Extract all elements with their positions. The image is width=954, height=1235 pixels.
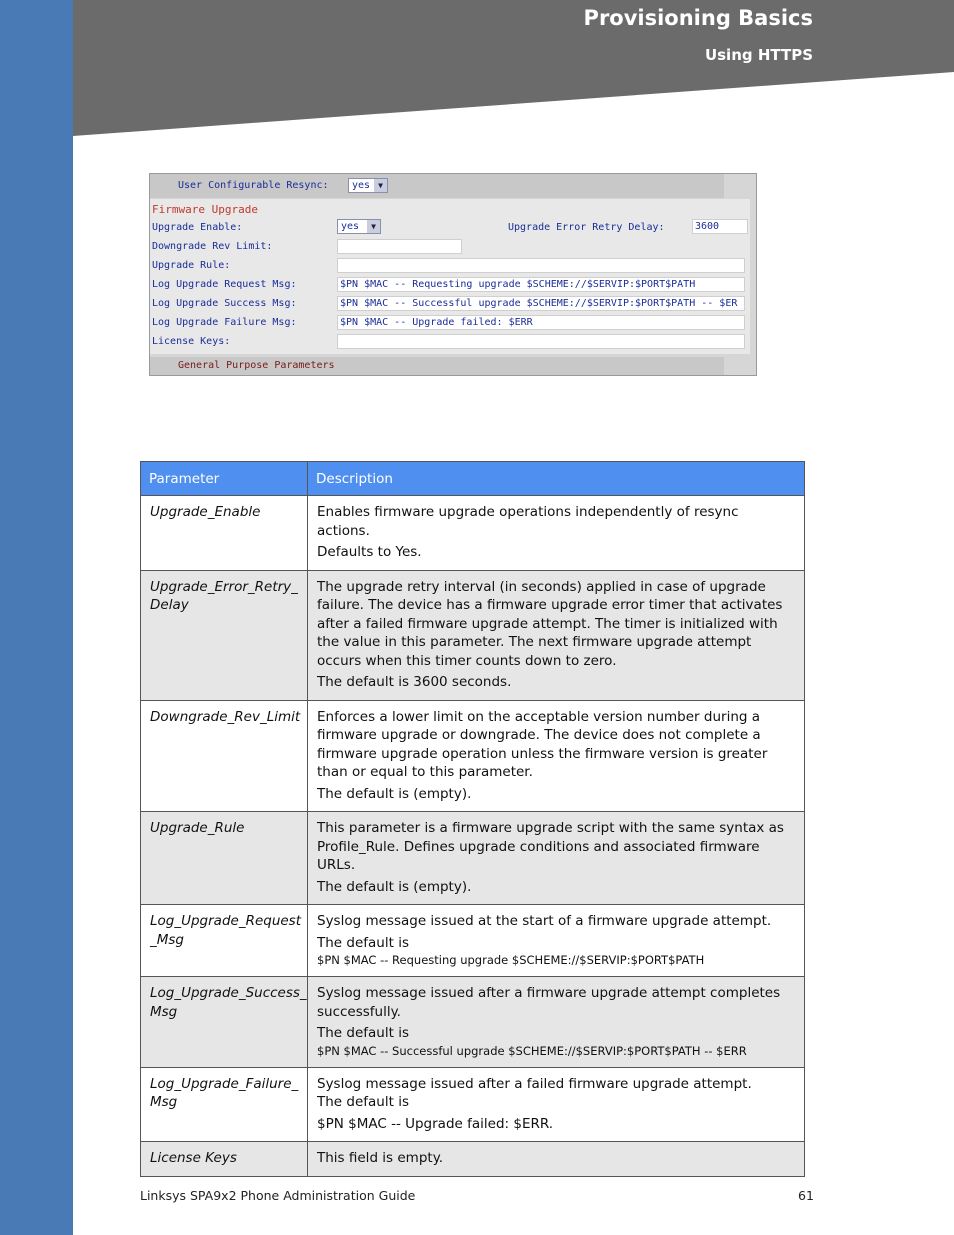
user-configurable-resync-select[interactable]	[348, 178, 388, 193]
param-description	[308, 1067, 805, 1142]
param-name: License Keys	[141, 1142, 308, 1177]
general-purpose-parameters-label: General Purpose Parameters	[178, 360, 335, 371]
log-upgrade-success-msg-label: Log Upgrade Success Msg:	[152, 298, 297, 309]
downgrade-rev-limit-field[interactable]	[337, 239, 462, 254]
license-keys-field[interactable]	[337, 334, 745, 349]
chevron-down-icon: ▼	[367, 220, 380, 233]
upgrade-rule-label: Upgrade Rule:	[152, 260, 231, 271]
header-description: Description	[308, 462, 805, 496]
table-row	[141, 1142, 805, 1177]
param-description	[308, 570, 805, 700]
param-description	[308, 1142, 805, 1177]
description-text: Syslog message issued after a failed firmware upgrade attempt.	[317, 1075, 752, 1092]
upgrade-enable-label: Upgrade Enable:	[152, 222, 243, 233]
upgrade-error-retry-delay-label: Upgrade Error Retry Delay:	[508, 222, 665, 233]
param-name: Downgrade_Rev_Limit	[141, 700, 308, 812]
param-description	[308, 700, 805, 812]
header-parameter: Parameter	[141, 462, 308, 496]
parameter-table	[140, 461, 805, 1177]
description-default: The default is 3600 seconds.	[317, 674, 512, 690]
default-value: $PN $MAC -- Upgrade failed: $ERR.	[317, 1115, 554, 1132]
upgrade-error-retry-delay-field[interactable]: 3600	[692, 219, 748, 234]
page-title: Provisioning Basics	[583, 6, 813, 30]
param-name: Log_Upgrade_Request _Msg	[141, 905, 308, 977]
log-upgrade-request-msg-label: Log Upgrade Request Msg:	[152, 279, 297, 290]
param-description	[308, 977, 805, 1068]
description-default: The default is	[317, 934, 409, 951]
default-value-code: $PN $MAC -- Successful upgrade $SCHEME://$SERVIP:$PORT$PATH -- $ERR	[317, 1043, 747, 1058]
log-upgrade-request-msg-field[interactable]: $PN $MAC -- Requesting upgrade $SCHEME://$SERVIP:$PORT$PATH	[337, 277, 745, 292]
page-subtitle: Using HTTPS	[704, 46, 813, 64]
left-color-bar	[0, 0, 73, 1235]
description-text: Syslog message issued after a firmware upgrade attempt completes successfully.	[317, 985, 781, 1020]
description-default: The default is	[317, 1094, 409, 1110]
user-configurable-resync-label: User Configurable Resync:	[178, 180, 329, 191]
param-name: Upgrade_Enable	[141, 496, 308, 571]
table-row	[141, 1067, 805, 1142]
downgrade-rev-limit-label: Downgrade Rev Limit:	[152, 241, 273, 252]
chevron-down-icon: ▼	[374, 179, 387, 192]
screenshot-body	[150, 199, 750, 354]
param-name: Upgrade_Rule	[141, 812, 308, 905]
firmware-upgrade-section-title: Firmware Upgrade	[152, 203, 258, 216]
param-name: Log_Upgrade_Success_ Msg	[141, 977, 308, 1068]
select-value: yes	[341, 221, 360, 232]
description-default: The default is (empty).	[317, 785, 472, 802]
table-row	[141, 812, 805, 905]
table-row	[141, 905, 805, 977]
log-upgrade-failure-msg-label: Log Upgrade Failure Msg:	[152, 317, 297, 328]
table-row	[141, 570, 805, 700]
screenshot-top-bar	[150, 174, 724, 198]
description-text: Enables firmware upgrade operations independently of resync actions.	[317, 504, 739, 539]
log-upgrade-success-msg-field[interactable]: $PN $MAC -- Successful upgrade $SCHEME://$SERVIP:$PORT$PATH -- $ER	[337, 296, 745, 311]
page-number: 61	[798, 1188, 814, 1203]
table-header-row	[141, 462, 805, 496]
param-name: Upgrade_Error_Retry_ Delay	[141, 570, 308, 700]
footer-guide-title: Linksys SPA9x2 Phone Administration Guide	[140, 1188, 416, 1203]
description-text: Syslog message issued at the start of a firmware upgrade attempt.	[317, 913, 772, 929]
header-band	[73, 0, 954, 140]
description-text: This parameter is a firmware upgrade script with the same syntax as Profile_Rule. Defines upgrade conditions and associated firmware URLs.	[317, 820, 784, 873]
license-keys-label: License Keys:	[152, 336, 231, 347]
firmware-upgrade-screenshot	[149, 173, 757, 376]
upgrade-enable-select[interactable]	[337, 219, 381, 234]
table-row	[141, 496, 805, 571]
description-default: The default is (empty).	[317, 878, 472, 895]
table-row	[141, 977, 805, 1068]
upgrade-rule-field[interactable]	[337, 258, 745, 273]
description-text: Enforces a lower limit on the acceptable version number during a firmware upgrade or downgrade. The device does not complete a firmware upgrade operation unless the firmware version is greater than or equal to this parameter.	[317, 708, 768, 780]
param-description	[308, 496, 805, 571]
description-default: The default is	[317, 1025, 409, 1041]
param-description	[308, 812, 805, 905]
default-value-code: $PN $MAC -- Requesting upgrade $SCHEME://$SERVIP:$PORT$PATH	[317, 953, 705, 967]
log-upgrade-failure-msg-field[interactable]: $PN $MAC -- Upgrade failed: $ERR	[337, 315, 745, 330]
table-row	[141, 700, 805, 812]
param-description	[308, 905, 805, 977]
description-default: Defaults to Yes.	[317, 544, 422, 560]
screenshot-bottom-bar	[150, 357, 724, 375]
description-text: This field is empty.	[317, 1150, 444, 1166]
select-value: yes	[352, 180, 371, 191]
description-text: The upgrade retry interval (in seconds) applied in case of upgrade failure. The device has a firmware upgrade error timer that activates after a failed firmware upgrade attempt. The timer is initialized with the value in this parameter. The next firmware upgrade attempt occurs when this timer counts down to zero.	[317, 578, 783, 669]
param-name: Log_Upgrade_Failure_ Msg	[141, 1067, 308, 1142]
